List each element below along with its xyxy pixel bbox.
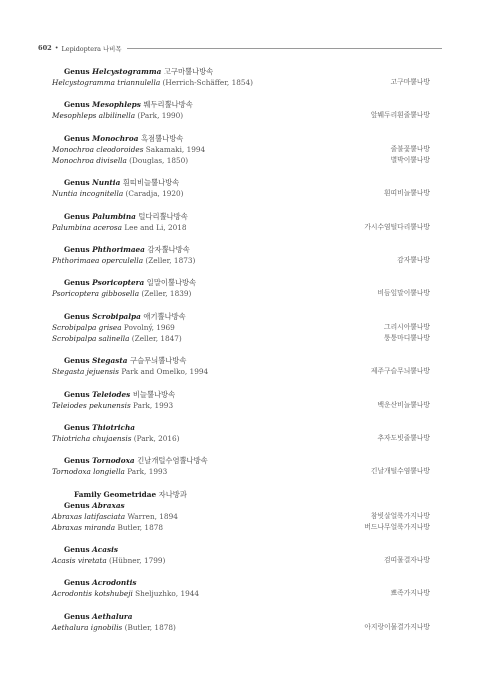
species-korean-name: 흰띠비늘뿔나방 xyxy=(384,189,430,198)
species-korean-name: 뾰족가지나방 xyxy=(390,589,430,598)
species-entry xyxy=(52,522,163,533)
genus-block xyxy=(52,389,430,411)
species-entry xyxy=(52,188,184,199)
species-name: Aethalura ignobilis xyxy=(52,622,123,632)
genus-heading xyxy=(52,577,430,588)
genus-name: Phthorimaea xyxy=(92,244,145,254)
species-name: Monochroa divisella xyxy=(52,155,127,165)
genus-korean-name: 일말이뿔나방속 xyxy=(146,278,197,288)
genus-name: Nuntia xyxy=(92,178,121,188)
species-korean-name: 줄불꽃뿔나방 xyxy=(390,144,430,153)
species-korean-name: 검띠물결자나방 xyxy=(384,556,430,565)
species-row xyxy=(52,400,430,411)
genus-heading xyxy=(52,99,430,110)
genus-word: Genus xyxy=(64,178,93,188)
genus-name: Teleiodes xyxy=(92,389,131,399)
species-row xyxy=(52,555,430,566)
genus-korean-name: 흑점뿔나방속 xyxy=(141,133,184,143)
genus-word: Genus xyxy=(64,133,93,143)
species-korean-name: 백운산비늘뿔나방 xyxy=(377,400,430,409)
species-author: Povolný, 1969 xyxy=(123,322,175,332)
section-title: Lepidoptera 나비목 xyxy=(61,44,122,53)
genus-name: Tornodoxa xyxy=(92,456,135,466)
genus-name: Palumbina xyxy=(92,211,136,221)
species-name: Monochroa cleodoroides xyxy=(52,144,144,154)
species-name: Scrobipalpa salinella xyxy=(52,333,130,343)
genus-word: Genus xyxy=(64,500,93,510)
genus-word: Genus xyxy=(64,278,93,288)
species-name: Nuntia incognitella xyxy=(52,189,124,199)
family-heading: Family Geometridae 자나방과 xyxy=(74,489,187,499)
species-author: Sheljuzhko, 1944 xyxy=(135,589,200,599)
species-name: Tornodoxa longiella xyxy=(52,467,125,477)
species-name: Abraxas latifasciata xyxy=(52,511,126,521)
species-korean-name: 별박이뿔나방 xyxy=(390,155,430,164)
genus-korean-name: 털다리뿔나방속 xyxy=(138,211,188,221)
species-name: Mesophleps albilinella xyxy=(52,111,136,121)
species-korean-name: 긴날개털수염뿔나방 xyxy=(370,467,430,476)
species-entry xyxy=(52,400,173,411)
genus-name: Abraxas xyxy=(92,500,125,510)
species-row xyxy=(52,522,430,533)
species-author: Park and Omelko, 1994 xyxy=(121,367,209,377)
genus-block xyxy=(52,355,430,377)
species-entry xyxy=(52,144,205,155)
species-author: Butler, 1878 xyxy=(117,522,163,532)
genus-korean-name: 붸두리뿔나방속 xyxy=(143,100,193,110)
genus-heading xyxy=(52,211,430,222)
species-korean-name: 아지랑이물결가지나방 xyxy=(364,622,430,631)
genus-name: Stegasta xyxy=(92,356,128,366)
genus-heading xyxy=(52,244,430,255)
genus-name: Acrodontis xyxy=(92,578,137,588)
species-author: (Herrich-Schäffer, 1854) xyxy=(162,78,253,87)
species-entry xyxy=(52,366,208,377)
species-row xyxy=(52,110,430,121)
species-entry xyxy=(52,333,182,344)
genus-block xyxy=(52,211,430,233)
genus-block xyxy=(52,455,430,477)
genus-block xyxy=(52,611,430,633)
species-korean-name: 퉁퉁마디뿔나방 xyxy=(384,333,430,342)
genus-word: Genus xyxy=(64,389,93,399)
species-author: (Douglas, 1850) xyxy=(129,155,189,165)
species-row xyxy=(52,366,430,377)
species-name: Acrodontis kotshubeji xyxy=(52,589,133,599)
genus-korean-name: 구슬무늬뿔나방속 xyxy=(130,356,187,366)
genus-korean-name: 애기뿔나방속 xyxy=(143,311,186,321)
genus-heading xyxy=(52,311,430,322)
species-author: Warren, 1894 xyxy=(127,511,178,521)
species-author: (Zeller, 1839) xyxy=(141,289,192,299)
genus-heading xyxy=(52,355,430,366)
species-entry xyxy=(52,555,165,566)
genus-korean-name: 긴날개털수염뿔나방속 xyxy=(137,456,208,466)
genus-word: Genus xyxy=(64,456,93,466)
species-name: Acasis viretata xyxy=(52,556,107,566)
genus-heading xyxy=(52,455,430,466)
species-row xyxy=(52,588,430,599)
header-separator: • xyxy=(54,44,59,52)
species-entry xyxy=(52,466,167,477)
genus-word: Genus xyxy=(64,244,93,254)
genus-word: Genus xyxy=(64,67,93,76)
header-rule xyxy=(127,48,442,49)
species-korean-name: 감자뿔나방 xyxy=(397,255,430,264)
genus-name: Aethalura xyxy=(92,611,133,621)
genus-block xyxy=(52,99,430,121)
genus-word: Genus xyxy=(64,422,93,432)
genus-word: Genus xyxy=(64,100,93,110)
genus-heading xyxy=(52,544,430,555)
genus-korean-name: 흰띠비늘뿔나방속 xyxy=(122,178,180,188)
genus-name: Monochroa xyxy=(92,133,139,143)
species-name: Scrobipalpa grisea xyxy=(52,322,122,332)
genus-heading xyxy=(52,177,430,188)
species-korean-name: 비듬잎말이뿔나방 xyxy=(377,289,430,298)
species-row xyxy=(52,188,430,199)
species-korean-name: 추자도빗줄뿔나방 xyxy=(377,433,430,442)
species-list xyxy=(52,66,430,644)
species-korean-name: 고구마뿔나방 xyxy=(390,78,430,86)
genus-word: Genus xyxy=(64,211,93,221)
species-row xyxy=(52,433,430,444)
species-row xyxy=(52,622,430,633)
page-number: 602 xyxy=(38,44,52,52)
genus-block xyxy=(52,66,430,88)
species-author: (Park, 1990) xyxy=(137,111,184,121)
species-author: Park, 1993 xyxy=(133,400,174,410)
genus-block xyxy=(52,422,430,444)
species-row xyxy=(52,144,430,155)
species-author: (Caradja, 1920) xyxy=(125,189,184,199)
species-entry xyxy=(52,433,180,444)
genus-korean-name: 비늘뿔나방속 xyxy=(132,389,176,399)
genus-name: Helcystogramma xyxy=(92,67,162,76)
genus-name: Psoricoptera xyxy=(92,278,145,288)
genus-name: Thiotricha xyxy=(92,422,135,432)
species-name: Psoricoptera gibbosella xyxy=(52,289,140,299)
species-author: (Hübner, 1799) xyxy=(109,556,166,566)
species-author: (Zeller, 1847) xyxy=(131,333,182,343)
genus-heading xyxy=(52,422,430,433)
species-name: Stegasta jejuensis xyxy=(52,367,120,377)
species-row xyxy=(52,288,430,299)
species-author: Sakamaki, 1994 xyxy=(145,144,206,154)
species-name: Phthorimaea operculella xyxy=(52,255,144,265)
genus-block xyxy=(52,544,430,566)
species-korean-name: 그리시아뿔나방 xyxy=(384,322,430,331)
species-entry xyxy=(52,155,188,166)
genus-word: Genus xyxy=(64,611,93,621)
species-name: Abraxas miranda xyxy=(52,522,116,532)
species-entry xyxy=(52,622,176,633)
species-row xyxy=(52,322,430,333)
species-row xyxy=(52,222,430,233)
species-row xyxy=(52,511,430,522)
species-row xyxy=(52,155,430,166)
genus-heading xyxy=(52,66,430,77)
species-author: (Zeller, 1873) xyxy=(145,255,196,265)
species-entry xyxy=(52,77,253,88)
genus-heading xyxy=(52,611,430,622)
species-entry xyxy=(52,110,183,121)
genus-heading xyxy=(52,500,430,511)
genus-word: Genus xyxy=(64,356,93,366)
genus-name: Scrobipalpa xyxy=(92,311,141,321)
genus-heading xyxy=(52,133,430,144)
species-korean-name: 앞붸두리흰줄뿔나방 xyxy=(370,111,430,120)
genus-name: Mesophleps xyxy=(92,100,141,110)
species-entry xyxy=(52,222,187,233)
genus-block xyxy=(52,133,430,166)
family-block xyxy=(52,489,430,533)
genus-name: Acasis xyxy=(92,545,118,555)
species-name: Helcystogramma triannulella xyxy=(52,78,161,87)
genus-block xyxy=(52,277,430,299)
species-name: Thiotricha chujaensis xyxy=(52,433,132,443)
page-header xyxy=(38,42,442,54)
species-korean-name: 버드나무얼룩가지나방 xyxy=(364,522,430,531)
species-row xyxy=(52,77,430,88)
species-korean-name: 제주구슬무늬뿔나방 xyxy=(370,367,430,376)
genus-korean-name: 감자뿔나방속 xyxy=(147,244,190,254)
species-author: (Park, 2016) xyxy=(133,433,180,443)
genus-block xyxy=(52,177,430,199)
species-entry xyxy=(52,322,175,333)
species-korean-name: 가시수염털다리뿔나방 xyxy=(364,222,430,231)
species-row xyxy=(52,333,430,344)
genus-block xyxy=(52,577,430,599)
species-author: (Butler, 1878) xyxy=(124,622,176,632)
genus-word: Genus xyxy=(64,578,93,588)
species-author: Lee and Li, 2018 xyxy=(124,222,187,232)
genus-word: Genus xyxy=(64,311,93,321)
genus-block xyxy=(52,244,430,266)
species-entry xyxy=(52,588,199,599)
species-entry xyxy=(52,511,178,522)
species-row xyxy=(52,466,430,477)
genus-block xyxy=(52,311,430,344)
species-author: Park, 1993 xyxy=(127,467,168,477)
genus-heading xyxy=(52,389,430,400)
genus-word: Genus xyxy=(64,545,93,555)
genus-heading xyxy=(52,277,430,288)
species-row xyxy=(52,255,430,266)
species-name: Palumbina acerosa xyxy=(52,222,122,232)
species-name: Teleiodes pekunensis xyxy=(52,400,131,410)
species-korean-name: 참빗살얼룩가지나방 xyxy=(370,511,430,520)
genus-block xyxy=(52,500,430,533)
species-entry xyxy=(52,255,195,266)
species-entry xyxy=(52,288,191,299)
genus-korean-name: 고구마뿔나방속 xyxy=(163,67,214,76)
